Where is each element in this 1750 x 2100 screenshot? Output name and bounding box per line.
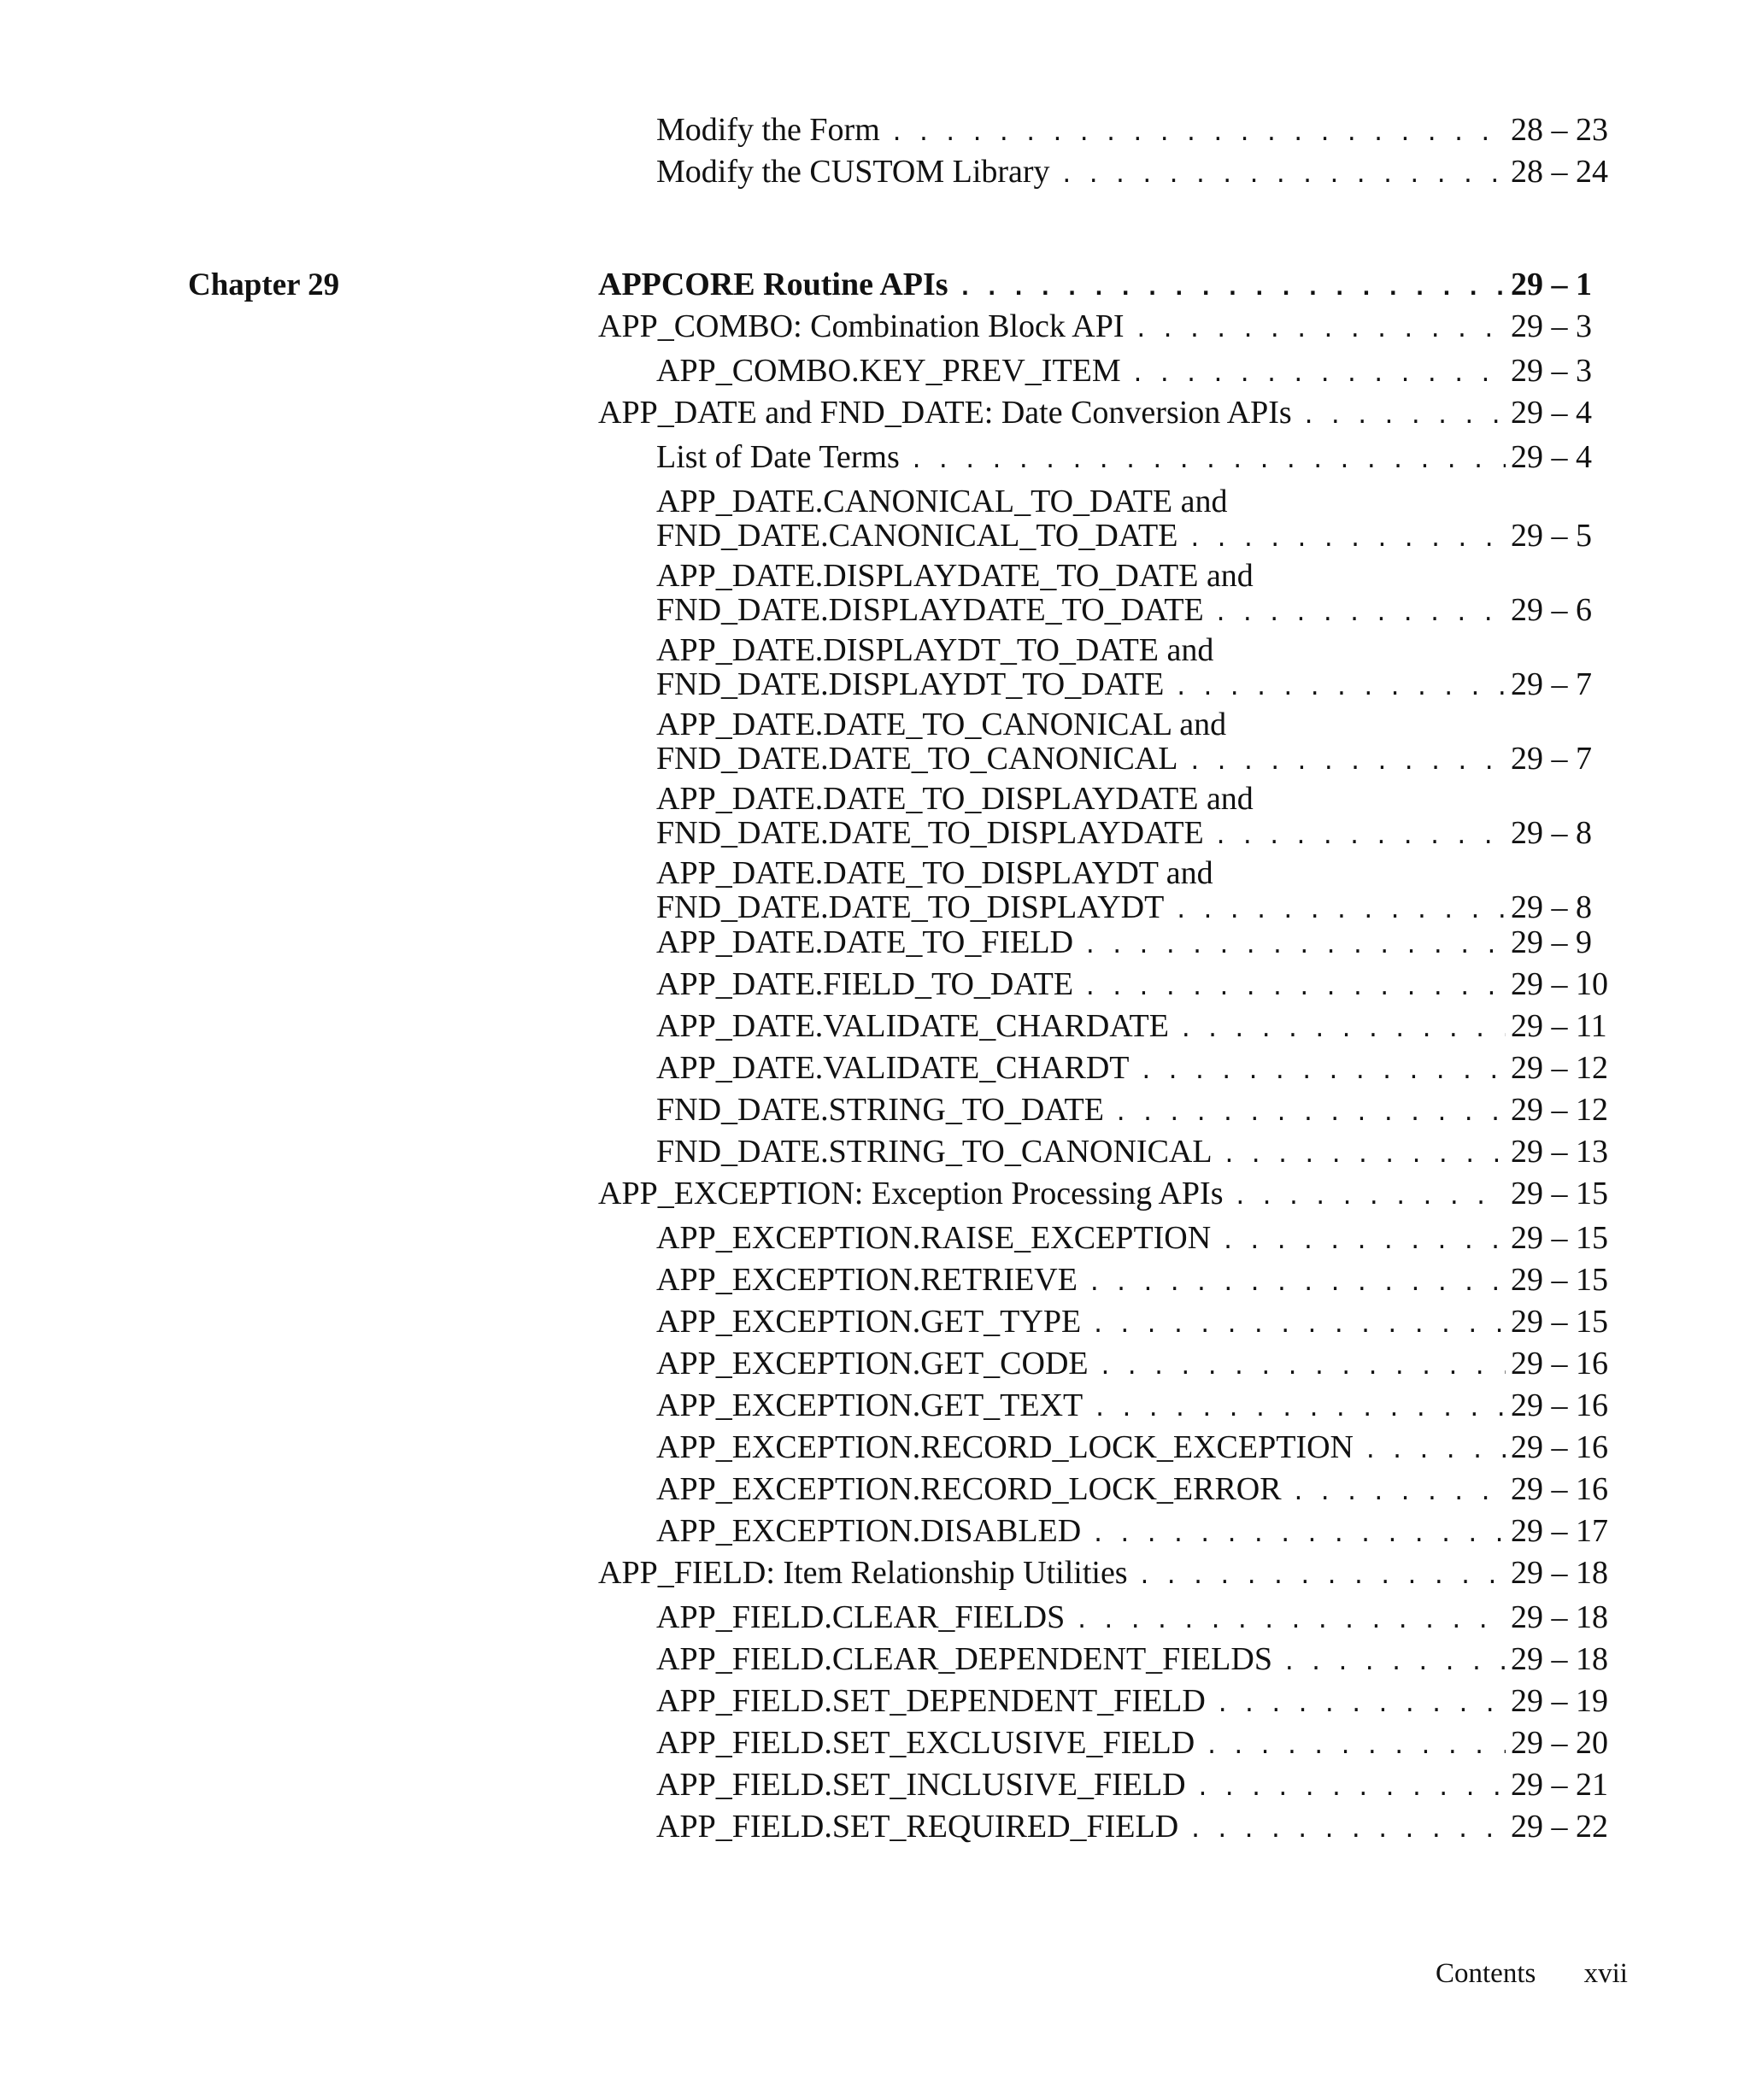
dot-leader [1214,596,1506,631]
dot-leader [1189,1813,1506,1847]
toc-entry[interactable] [656,633,1615,705]
toc-entry-page: 29 – 7 [1511,666,1592,702]
toc-entry[interactable] [656,1430,1615,1468]
dot-leader [1205,1729,1506,1763]
toc-entry[interactable] [656,1810,1615,1847]
toc-entry-page: 29 – 5 [1511,518,1592,554]
toc-entry-page: 29 – 4 [1511,439,1592,475]
dot-leader [1188,745,1506,779]
toc-entry-page: 29 – 20 [1511,1725,1608,1761]
toc-entry[interactable] [598,1176,1615,1214]
toc-entry-title: APP_FIELD.SET_REQUIRED_FIELD [656,1809,1179,1845]
toc-entry-title: FND_DATE.DISPLAYDT_TO_DATE [656,666,1165,702]
toc-entry-page: 29 – 8 [1511,889,1592,925]
toc-entry-page: 29 – 19 [1511,1683,1608,1719]
toc-entry[interactable] [656,354,1615,391]
toc-entry-page: 29 – 21 [1511,1767,1608,1803]
toc-entry[interactable] [656,1684,1615,1722]
toc-entry-page: 29 – 15 [1511,1220,1608,1256]
toc-entry-page: 29 – 18 [1511,1555,1608,1591]
toc-entry-title-line: APP_DATE.DISPLAYDT_TO_DATE and [656,632,1214,668]
toc-entry-title: APP_EXCEPTION.RECORD_LOCK_EXCEPTION [656,1429,1354,1465]
toc-entry-page: 29 – 17 [1511,1513,1608,1549]
toc-entry-title: List of Date Terms [656,439,900,475]
toc-entry[interactable] [656,1472,1615,1510]
toc-entry-title: APP_EXCEPTION.GET_TYPE [656,1304,1082,1340]
toc-entry-title-line: APP_DATE.DATE_TO_CANONICAL and [656,707,1227,742]
dot-leader [1091,1308,1506,1342]
toc-entry-title: FND_DATE.STRING_TO_DATE [656,1092,1104,1128]
toc-entry-title: APP_FIELD.CLEAR_DEPENDENT_FIELDS [656,1641,1272,1677]
dot-leader [1099,1350,1506,1384]
dot-leader [1214,819,1506,853]
toc-entry[interactable] [656,707,1615,779]
toc-entry[interactable] [656,155,1615,192]
toc-entry-page: 28 – 23 [1511,112,1608,148]
dot-leader [890,116,1506,150]
toc-entry-page: 29 – 10 [1511,966,1608,1002]
toc-entry[interactable] [656,856,1615,928]
dot-leader [1093,1392,1506,1426]
dot-leader [1088,1266,1506,1300]
dot-leader [1302,399,1506,433]
toc-entry-page: 29 – 22 [1511,1809,1608,1845]
toc-entry-title: APP_DATE.VALIDATE_CHARDATE [656,1008,1169,1044]
toc-entry-page: 29 – 12 [1511,1050,1608,1086]
toc-entry[interactable] [656,1388,1615,1426]
dot-leader [1221,1224,1506,1258]
footer-section-label: Contents [1436,1958,1536,1989]
toc-entry-title: APP_DATE.VALIDATE_CHARDT [656,1050,1130,1086]
toc-entry-page: 29 – 15 [1511,1262,1608,1298]
toc-entry[interactable] [656,967,1615,1005]
toc-entry-title: APP_FIELD.SET_INCLUSIVE_FIELD [656,1767,1186,1803]
dot-leader [1234,1180,1506,1214]
dot-leader [1083,929,1506,963]
dot-leader [1174,894,1506,928]
toc-entry-title: APP_COMBO.KEY_PREV_ITEM [656,353,1121,389]
toc-entry-page: 29 – 1 [1511,267,1592,302]
dot-leader [1114,1096,1506,1130]
toc-entry[interactable] [598,1556,1615,1593]
toc-entry-title: APP_FIELD: Item Relationship Utilities [598,1555,1128,1591]
toc-entry[interactable] [656,440,1615,478]
toc-entry-title-line: APP_DATE.DISPLAYDATE_TO_DATE and [656,558,1254,594]
toc-entry[interactable] [656,1600,1615,1638]
toc-entry[interactable] [598,267,1615,305]
toc-entry[interactable] [656,484,1615,556]
toc-entry[interactable] [656,1305,1615,1342]
toc-entry-page: 29 – 13 [1511,1134,1608,1170]
toc-entry-title-line: APP_DATE.DATE_TO_DISPLAYDATE and [656,781,1254,817]
toc-entry-page: 29 – 9 [1511,924,1592,960]
dot-leader [1179,1012,1506,1047]
toc-entry-title: FND_DATE.DATE_TO_DISPLAYDATE [656,815,1204,851]
toc-entry-title: APPCORE Routine APIs [598,267,948,302]
dot-leader [1196,1771,1506,1805]
chapter-label: Chapter 29 [188,267,340,302]
toc-entry-page: 29 – 15 [1511,1304,1608,1340]
toc-entry-title: FND_DATE.DISPLAYDATE_TO_DATE [656,592,1204,628]
toc-entry-page: 29 – 7 [1511,741,1592,777]
toc-entry-title: APP_EXCEPTION.RECORD_LOCK_ERROR [656,1471,1282,1507]
toc-entry-title: FND_DATE.CANONICAL_TO_DATE [656,518,1178,554]
toc-entry[interactable] [656,1135,1615,1172]
toc-entry-page: 28 – 24 [1511,154,1608,190]
toc-entry[interactable] [656,1768,1615,1805]
footer-page-number: xvii [1583,1958,1628,1989]
toc-entry[interactable] [656,559,1615,631]
dot-leader [1131,357,1506,391]
toc-entry[interactable] [656,1221,1615,1258]
toc-entry-page: 29 – 16 [1511,1471,1608,1507]
toc-entry-page: 29 – 15 [1511,1176,1608,1211]
dot-leader [1091,1517,1506,1552]
dot-leader [1060,158,1506,192]
toc-entry[interactable] [656,1642,1615,1680]
toc-entry-page: 29 – 16 [1511,1429,1608,1465]
dot-leader [1364,1434,1506,1468]
dot-leader [1223,1138,1506,1172]
toc-entry[interactable] [656,925,1615,963]
toc-entry[interactable] [598,309,1615,347]
dot-leader [1138,1559,1506,1593]
dot-leader [1188,522,1506,556]
toc-entry[interactable] [656,1051,1615,1088]
dot-leader [1174,671,1506,705]
toc-entry-page: 29 – 8 [1511,815,1592,851]
toc-entry-page: 29 – 4 [1511,395,1592,431]
toc-entry[interactable] [598,396,1615,433]
toc-entry-title: APP_EXCEPTION: Exception Processing APIs [598,1176,1224,1211]
toc-entry-page: 29 – 16 [1511,1346,1608,1381]
toc-entry-title-line: APP_DATE.CANONICAL_TO_DATE and [656,484,1228,519]
toc-entry-page: 29 – 11 [1511,1008,1607,1044]
dot-leader [1134,313,1506,347]
toc-entry-title: APP_EXCEPTION.DISABLED [656,1513,1082,1549]
toc-entry-page: 29 – 16 [1511,1387,1608,1423]
toc-entry[interactable] [656,1514,1615,1552]
toc-entry-title: APP_FIELD.SET_EXCLUSIVE_FIELD [656,1725,1195,1761]
toc-entry[interactable] [656,1009,1615,1047]
toc-entry-title: FND_DATE.DATE_TO_DISPLAYDT [656,889,1165,925]
dot-leader [1292,1475,1506,1510]
toc-entry-page: 29 – 3 [1511,308,1592,344]
toc-entry-title: APP_COMBO: Combination Block API [598,308,1125,344]
toc-entry[interactable] [656,113,1615,150]
toc-entry-title: APP_DATE.FIELD_TO_DATE [656,966,1074,1002]
toc-entry[interactable] [656,782,1615,853]
toc-entry-page: 29 – 6 [1511,592,1592,628]
toc-entry-title: APP_FIELD.CLEAR_FIELDS [656,1599,1066,1635]
toc-entry-title: APP_DATE.DATE_TO_FIELD [656,924,1074,960]
dot-leader [1283,1645,1506,1680]
dot-leader [1140,1054,1506,1088]
dot-leader [1083,971,1506,1005]
toc-entry-title: Modify the Form [656,112,880,148]
toc-entry-title: APP_EXCEPTION.GET_CODE [656,1346,1089,1381]
toc-entry-title: APP_FIELD.SET_DEPENDENT_FIELD [656,1683,1206,1719]
toc-entry-title: FND_DATE.STRING_TO_CANONICAL [656,1134,1213,1170]
toc-entry-title: Modify the CUSTOM Library [656,154,1050,190]
toc-entry-title-line: APP_DATE.DATE_TO_DISPLAYDT and [656,855,1213,891]
toc-entry-title: APP_DATE and FND_DATE: Date Conversion APIs [598,395,1292,431]
dot-leader [910,443,1506,478]
toc-entry-page: 29 – 12 [1511,1092,1608,1128]
toc-entry-title: APP_EXCEPTION.GET_TEXT [656,1387,1083,1423]
toc-entry-page: 29 – 18 [1511,1599,1608,1635]
toc-entry-page: 29 – 18 [1511,1641,1608,1677]
dot-leader [959,271,1506,305]
toc-entry-title: APP_EXCEPTION.RETRIEVE [656,1262,1078,1298]
toc-entry[interactable] [656,1263,1615,1300]
toc-entry[interactable] [656,1346,1615,1384]
toc-entry[interactable] [656,1726,1615,1763]
dot-leader [1075,1604,1506,1638]
toc-entry[interactable] [656,1093,1615,1130]
toc-entry-title: APP_EXCEPTION.RAISE_EXCEPTION [656,1220,1212,1256]
page-footer [1436,1956,1628,1991]
toc-entry-page: 29 – 3 [1511,353,1592,389]
dot-leader [1216,1687,1506,1722]
toc-entry-title: FND_DATE.DATE_TO_CANONICAL [656,741,1178,777]
